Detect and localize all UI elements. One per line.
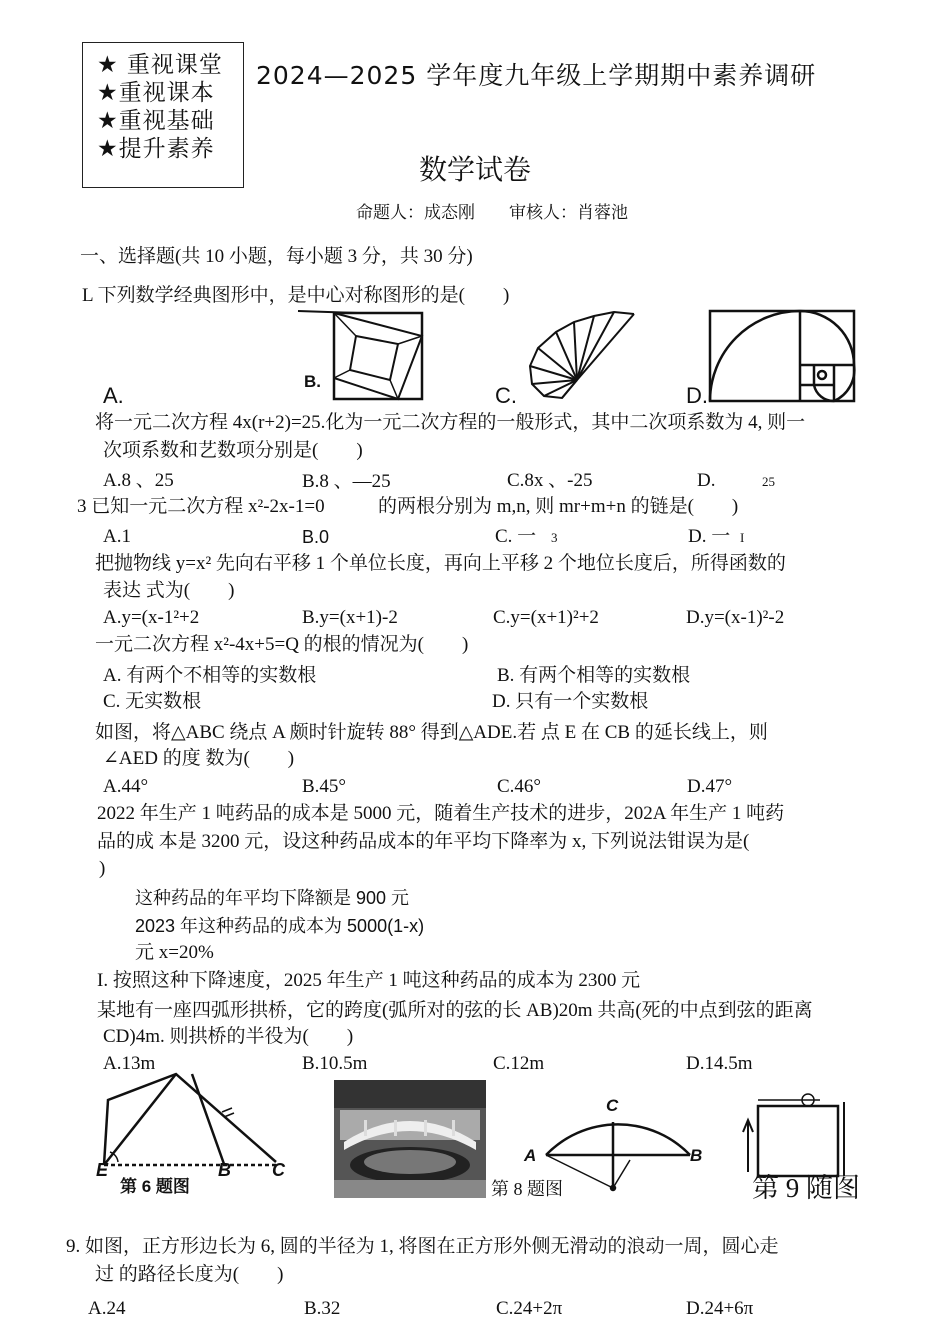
- q5-option-b: B. 有两个相等的实数根: [497, 665, 691, 686]
- authors-line: 命题人：成态刚 审核人：肖蓉池: [356, 203, 628, 223]
- q4-option-c: C.y=(x+1)²+2: [493, 607, 599, 628]
- q3-option-d: D. 一: [688, 526, 731, 547]
- figure-6-triangle: [96, 1070, 296, 1180]
- q3-option-c-value: 3: [551, 530, 558, 545]
- exam-title: 2024—2025 学年度九年级上学期期中素养调研: [256, 61, 817, 90]
- q1-figure-c: [522, 308, 662, 403]
- q3-option-b: B.0: [302, 527, 330, 547]
- q7-option-2: 2023 年这种药品的成本为 5000(1-x): [135, 916, 425, 936]
- q2-option-d-value: 25: [762, 474, 775, 489]
- q3-stem-b: 的两根分别为 m,n, 则 mr+m+n 的链是( ): [378, 496, 739, 517]
- q2-option-c: C.8x 、-25: [507, 470, 593, 491]
- fig6-label-c: C: [272, 1160, 285, 1180]
- q4-option-a: A.y=(x-1²+2: [103, 607, 200, 628]
- q8-option-c: C.12m: [493, 1053, 545, 1074]
- subject-title: 数学试卷: [418, 153, 531, 186]
- q2-option-d: D.: [697, 470, 716, 491]
- q2-stem-line2: 次项系数和艺数项分别是( ): [103, 440, 363, 461]
- q6-stem-line1: 如图，将△ABC 绕点 A 颇时针旋转 88° 得到△ADE.若 点 E 在 CB 的延长线上，则: [95, 722, 768, 743]
- figure-8-arc: [540, 1110, 703, 1200]
- q2-option-a: A.8 、25: [103, 470, 174, 491]
- q6-stem-line2: ∠AED 的度 数为( ): [103, 748, 295, 769]
- q1-option-a: A.: [103, 383, 124, 408]
- q7-option-3: 元 x=20%: [135, 942, 214, 963]
- fig8-caption: 第 8 题图: [491, 1179, 563, 1199]
- q8-option-b: B.10.5m: [302, 1053, 368, 1074]
- fig9-caption: 第 9 随图: [752, 1173, 860, 1203]
- fig8-label-a: A: [524, 1146, 537, 1165]
- q1-option-b: B.: [304, 372, 321, 391]
- q5-option-c: C. 无实数根: [103, 691, 202, 712]
- q5-stem: 一元二次方程 x²-4x+5=Q 的根的情况为( ): [95, 634, 469, 655]
- fig6-label-e: E: [96, 1160, 109, 1180]
- q9-option-c: C.24+2π: [496, 1298, 563, 1319]
- q7-stem-line2: 品的成 本是 3200 元，设这种药品成本的年平均下降率为 x, 下列说法钳误为是(: [97, 831, 750, 852]
- q8-stem-line1: 某地有一座四弧形拱桥，它的跨度(弧所对的弦的长 AB)20m 共高(死的中点到弦的距离: [97, 1000, 813, 1021]
- q5-option-d: D. 只有一个实数根: [492, 691, 649, 712]
- fig8-label-b: B: [690, 1146, 703, 1165]
- q9-option-a: A.24: [88, 1298, 126, 1319]
- q4-stem-line1: 把抛物线 y=x² 先向右平移 1 个单位长度，再向上平移 2 个地位长度后，所得函数的: [95, 553, 786, 574]
- q3-option-a: A.1: [103, 526, 131, 547]
- fig8-label-c: C: [606, 1096, 619, 1115]
- figure-9-square: [740, 1092, 860, 1177]
- fig6-caption: 第 6 题图: [120, 1177, 190, 1196]
- q8-option-a: A.13m: [103, 1053, 156, 1074]
- q7-option-1: 这种药品的年平均下降额是 900 元: [135, 888, 410, 908]
- q3-option-c: C. 一: [495, 526, 537, 547]
- q7-option-4: I. 按照这种下降速度，2025 年生产 1 吨这种药品的成本为 2300 元: [97, 970, 641, 991]
- section-heading: 一、选择题(共 10 小题，每小题 3 分，共 30 分): [80, 246, 473, 267]
- q9-stem-line2: 过 的路径长度为( ): [95, 1264, 284, 1285]
- q1-option-c: C.: [495, 383, 517, 408]
- bridge-photo: [334, 1080, 486, 1198]
- q4-stem-line2: 表达 式为( ): [103, 580, 235, 601]
- q2-stem-line1: 将一元二次方程 4x(r+2)=25.化为一元二次方程的一般形式，其中二次项系数为 4, 则一: [95, 412, 806, 433]
- q7-stem-line3: ): [99, 858, 106, 879]
- q9-option-d: D.24+6π: [686, 1298, 754, 1319]
- q6-option-c: C.46°: [497, 776, 542, 797]
- q8-option-d: D.14.5m: [686, 1053, 753, 1074]
- q5-option-a: A. 有两个不相等的实数根: [103, 665, 317, 686]
- fig6-label-b: B: [218, 1160, 231, 1180]
- q4-option-b: B.y=(x+1)-2: [302, 607, 398, 628]
- q2-option-b: B.8 、—25: [302, 471, 391, 492]
- q6-option-d: D.47°: [687, 776, 733, 797]
- q7-stem-line1: 2022 年生产 1 吨药品的成本是 5000 元，随着生产技术的进步，202A 年生产 1 吨药: [97, 803, 785, 824]
- q3-option-d-value: I: [740, 530, 745, 545]
- q9-option-b: B.32: [304, 1298, 341, 1319]
- motto-box: ★ 重视课堂 ★重视课本 ★重视基础 ★提升素养: [82, 42, 244, 188]
- q1-stem: L 下列数学经典图形中，是中心对称图形的是( ): [82, 285, 510, 306]
- q8-stem-line2: CD)4m. 则拱桥的半役为( ): [103, 1026, 354, 1047]
- q1-figure-d: [708, 309, 858, 404]
- q4-option-d: D.y=(x-1)²-2: [686, 607, 785, 628]
- q3-stem-a: 3 已知一元二次方程 x²-2x-1=0: [77, 496, 325, 517]
- q9-stem-line1: 9. 如图，正方形边长为 6, 圆的半径为 1, 将图在正方形外侧无滑动的浪动一周，圆心走: [66, 1236, 779, 1257]
- q6-option-a: A.44°: [103, 776, 149, 797]
- q1-option-d: D.: [686, 383, 708, 408]
- q6-option-b: B.45°: [302, 776, 347, 797]
